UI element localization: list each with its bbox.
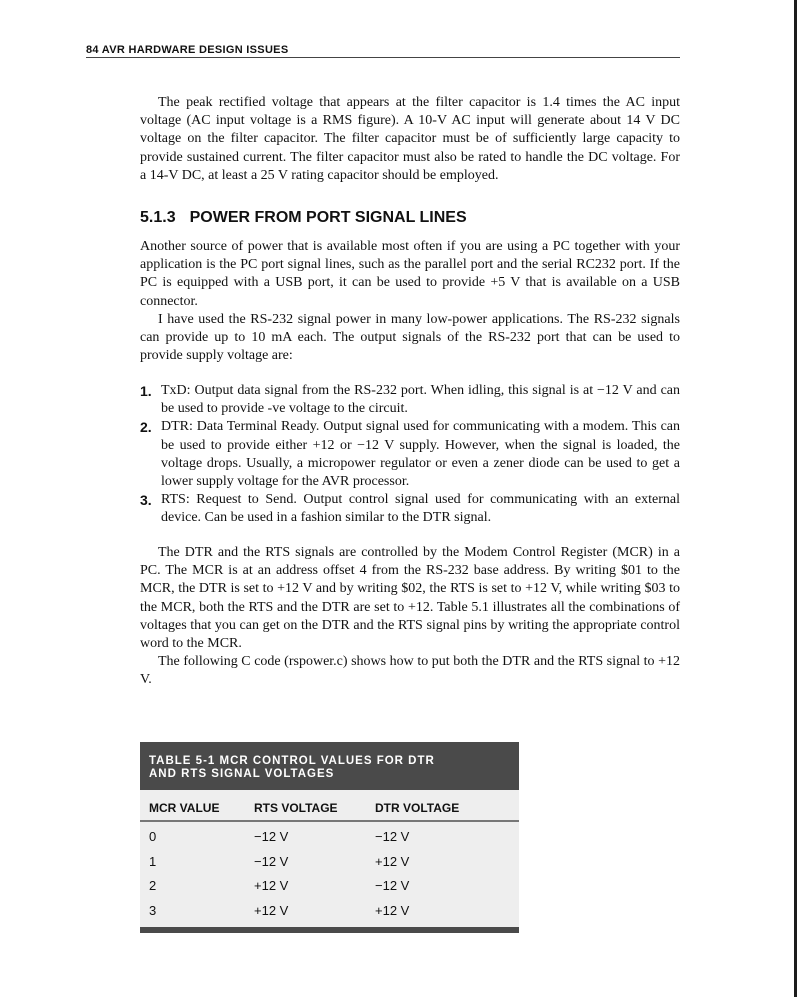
table-title [140,742,519,790]
table-header-row [140,790,519,822]
signal-list [140,382,680,528]
paragraph-filter-capacitor: The peak rectified voltage that appears at the filter capacitor is 1.4 times the AC input voltage (AC input voltage is a RMS figure). A 10-V AC input will generate about 14 V DC voltage on the filter capacitor. The filter capacitor must be of sufficiently large capacity to provide sustained current. The filter capacitor must also be rated to handle the DC voltage. For a 14-V DC, at least a 25 V rating capacitor should be employed. [140,95,680,183]
list-item [140,418,680,491]
section-number: 5.1.3 [140,209,176,226]
table-row [140,849,519,874]
paragraph-mcr: The DTR and the RTS signals are controlled by the Modem Control Register (MCR) in a PC. The MCR is at an address offset 4 from the RS-232 base address. By writing $01 to the MCR, the DTR is set to +12 V and by writing $02, the RTS is set to +12 V, while writing $03 to the MCR, both the RTS and the DTR are set to +12. Table 5.1 illustrates all the combinations of voltages that you can get on the DTR and the RTS signal pins by writing the appropriate control word to the MCR. [140,545,680,652]
table-body [140,822,519,922]
section-heading [140,209,680,227]
cell-rts: +12 V [254,902,289,918]
list-marker: 2. [140,419,152,436]
paragraph-code-intro: The following C code (rspower.c) shows how to put both the DTR and the RTS signal to +12 V. [140,654,680,688]
cell-rts: +12 V [254,878,289,893]
cell-rts: −12 V [254,829,289,844]
section-title: POWER FROM PORT SIGNAL LINES [189,209,467,226]
cell-mcr: 0 [149,829,157,844]
running-header: 84 AVR HARDWARE DESIGN ISSUES [86,44,289,56]
table-title-line1: TABLE 5-1 MCR CONTROL VALUES FOR DTR [149,755,435,767]
cell-rts: −12 V [254,853,289,869]
column-header-rts: RTS VOLTAGE [254,801,338,815]
cell-mcr: 2 [149,878,157,893]
list-marker: 3. [140,492,152,509]
table-row [140,873,519,898]
column-header-mcr: MCR VALUE [149,801,220,815]
paragraph-port-power: Another source of power that is available most often if you are using a PC together with your application is the PC port signal lines, such as the parallel port and the serial RC232 port. If the PC is equipped with a USB port, it can be used to provide +5 V that is available on a USB connector. [140,239,680,309]
list-item [140,382,680,418]
column-header-dtr: DTR VOLTAGE [375,801,460,815]
cell-dtr: −12 V [375,829,410,844]
cell-mcr: 3 [149,902,157,918]
cell-mcr: 1 [149,853,157,869]
table-row [140,824,519,849]
cell-dtr: +12 V [375,902,410,918]
mcr-table [140,742,519,933]
paragraph-rs232-power: I have used the RS-232 signal power in many low-power applications. The RS-232 signals can provide up to 10 mA each. The output signals of the RS-232 port that can be used to provide supply voltage are: [140,312,680,364]
list-marker: 1. [140,383,152,399]
list-item-text: DTR: Data Terminal Ready. Output signal used for communicating with a modem. This can be used to provide either +12 or −12 V supply. However, when the signal is loaded, the voltage drops. Usually, a micropower regulator or even a zener diode can be used to get a lower supply voltage for the AVR processor. [161,419,680,490]
list-item-text: RTS: Request to Send. Output control signal used for communicating with an external device. Can be used in a fashion similar to the DTR signal. [161,492,680,526]
header-rule [86,57,680,58]
cell-dtr: −12 V [375,878,410,893]
list-item [140,491,680,527]
list-item-text: TxD: Output data signal from the RS-232 port. When idling, this signal is at −12 V and can be used to provide -ve voltage to the circuit. [161,383,680,417]
cell-dtr: +12 V [375,853,410,869]
table-row [140,898,519,923]
table-title-line2: AND RTS SIGNAL VOLTAGES [149,768,335,780]
